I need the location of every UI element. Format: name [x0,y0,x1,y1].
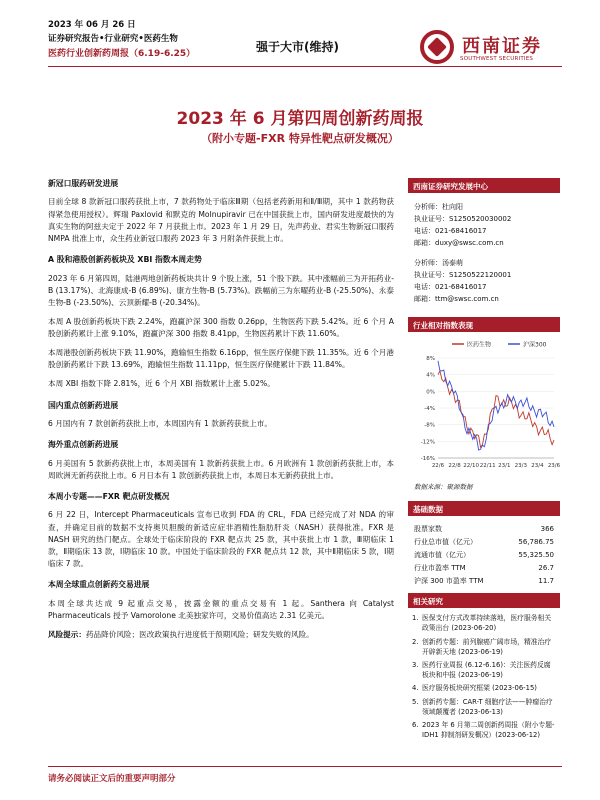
header-divider [48,66,562,67]
row-label: 流通市值（亿元） [414,550,470,559]
related-report-item[interactable] [412,637,556,657]
item-number: 2. [412,637,419,646]
row-value: 56,786.75 [518,537,554,546]
report-date: 2023 年 06 月 26 日 [48,20,136,30]
y-tick-label: 0% [426,389,435,396]
row-label: 行业市盈率 TTM [414,563,466,572]
index-chart-svg [408,332,560,480]
rating: 强于大市(维持) [256,40,339,54]
section-heading: 国内重点创新药进展 [48,400,119,410]
x-tick-label: 23/3 [514,463,528,470]
risk-label: 风险提示： [48,629,86,639]
row-value: 55,325.50 [518,550,554,559]
item-text: 医药行业周报 (6.12-6.16)：关注医药反腐板块和中报 (2023-06-19) [422,661,551,680]
legend-label: 医药生物 [467,341,492,349]
item-number: 3. [412,661,419,669]
analyst-cert: 执业证号：S1250520030002 [414,215,512,224]
section-paragraph: 目前全球 8 款新冠口服药获批上市，7 款药物处于临床Ⅲ期（包括老药新用和Ⅱ/Ⅲ期，其中 1 款药物获得紧急使用授权）。辉瑞 Paxlovid 和默克的 Molnupiravir 已在中国获批上市，国内研发进度最快的为真实生物的阿兹夫定于 2022 年 7 月获批上市。2023 年 1 月 29 日，先声药业、君实生物新冠口服药 NMPA 批准上市，众生药业新冠口服药 2023 年 3 月附条件获批上市。 [48,197,394,243]
y-tick-label: 8% [426,356,435,363]
section-heading: 本周全球重点创新药交易进展 [48,580,150,590]
index-chart [408,332,560,480]
table-row [408,535,560,548]
section-paragraph: 6 月 22 日，Intercept Pharmaceuticals 宣布已收到 FDA 的 CRL，FDA 已经完成了对 NDA 的审查，并确定目前的数据不支持奥贝胆酸的新适应症非酒精性脂肪肝炎（NASH）获得批准。FXR 是 NASH 研究的热门靶点。全球处于临床阶段的 FXR 靶点共 25 款，其中获批上市 1 款，Ⅲ期临床 1 款，Ⅱ期临床 13 款，Ⅰ期临床 10 款。中国处于临床阶段的 FXR 靶点共 12 款，其中Ⅱ期临床 5 款，Ⅰ期临床 7 款。 [48,510,394,569]
page-title: 2023 年 6 月第四周创新药周报 [176,109,424,129]
item-number: 1. [412,614,419,623]
section-paragraph: 本周 A 股创新药板块下跌 2.24%，跑赢沪深 300 指数 0.26pp，生物医药下跌 5.42%。近 6 个月 A 股创新药累计上涨 9.10%，跑赢沪深 300 指数 8.41pp，生物医药累计下跌 11.60%。 [48,316,394,339]
basic-data-title: 基础数据 [408,501,560,516]
section-heading: 本周小专题——FXR 靶点研发概况 [48,491,170,501]
table-row [408,561,560,574]
table-row [408,522,560,535]
item-number: 5. [412,697,419,706]
analyst-cert: 执业证号：S1250522120001 [414,271,512,280]
section-paragraph: 本周全球共达成 9 起重点交易，披露金额的重点交易有 1 起。Santhera 向 Catalyst Pharmaceuticals 授予 Vamorolone 北美独家许可，交易价值高达 2.31 亿美元。 [48,598,394,620]
section-paragraph: 本周 XBI 指数下降 2.81%，近 6 个月 XBI 指数累计上涨 5.02%。 [48,379,275,389]
logo-icon [420,30,454,64]
row-label: 股票家数 [414,524,442,533]
analyst-email[interactable]: 邮箱：duxy@swsc.com.cn [414,239,504,248]
footer-disclaimer: 请务必阅读正文后的重要声明部分 [48,774,176,784]
table-row [408,574,560,587]
section-paragraph: 6 月国内有 7 款创新药获批上市，本周国内有 1 款新药获批上市。 [48,419,272,429]
analyst-tel: 电话：021-68416017 [414,283,487,292]
related-report-item[interactable] [412,613,556,633]
item-text: 医疗服务板块研究框架 (2023-06-15) [422,684,537,693]
research-center-title: 西南证券研究发展中心 [408,178,560,193]
x-tick-label: 22/10 [463,463,480,470]
main-column [48,178,394,648]
y-tick-label: -12% [420,439,435,446]
series-line [438,371,554,447]
series-line [438,361,554,450]
row-label: 行业总市值（亿元） [414,537,477,546]
item-text: 2023 年 6 月第二周创新药周报（附小专题-IDH1 抑制剂研发概况）(2023-06-12) [422,720,555,740]
chart-title: 行业相对指数表现 [408,317,560,332]
logo-cn: 西南证券 [462,36,542,57]
basic-data-table [408,522,560,587]
x-tick-label: 22/11 [479,463,496,470]
risk-warning [48,629,394,641]
row-label: 沪深 300 市盈率 TTM [414,576,484,585]
table-row [408,548,560,561]
risk-text: 药品降价风险；医改政策执行进度低于预期风险；研发失败的风险。 [85,629,314,639]
x-tick-label: 23/6 [547,463,560,470]
company-logo [420,26,560,70]
item-text: 创新药专题：CAR-T 细胞疗法——肿瘤治疗领域颠覆者 (2023-06-13) [422,697,553,716]
x-tick-label: 23/4 [531,463,544,470]
section-paragraph: 6 月美国有 5 款新药获批上市，本周美国有 1 款新药获批上市。6 月欧洲有 1 款创新药获批上市，本周欧洲无新药获批上市。6 月日本有 1 款创新药获批上市，本周日本无新药获批上市。 [48,458,394,480]
report-type: 证券研究报告•行业研究•医药生物 [48,34,178,44]
row-value: 366 [540,524,554,533]
chart-source: 数据来源：聚源数据 [414,483,473,492]
item-text: 医保支付方式改革持续落地，医疗服务相关政策出台 (2023-06-20) [422,614,552,633]
analyst-info [408,193,560,305]
x-tick-label: 22/6 [431,463,445,470]
section-paragraph: 2023 年 6 月第四周，陆港两地创新药板块共计 9 个股上涨，51 个股下跌。其中涨幅前三为开拓药业-B (13.17%)、北海康成-B (6.89%)、康方生物-B (5.73%)。跌幅前三为东曜药业-B (-25.50%)、永泰生物-B (-23.50%)、云顶新耀-B (-20.34%)。 [48,273,394,307]
section-paragraph: 本周港股创新药板块下跌 11.90%，跑输恒生指数 6.16pp，恒生医疗保健下跌 11.35%。近 6 个月港股创新药累计下跌 13.69%，跑输恒生指数 11.11pp，恒生医疗保健累计下跌 11.84%。 [48,348,394,370]
section-heading: A 股和港股创新药板块及 XBI 指数本周走势 [48,255,202,265]
related-report-item[interactable] [412,660,556,680]
sidebar [408,178,560,743]
legend-label: 沪深300 [523,341,547,349]
analyst-name: 分析师：汤泰萌 [414,259,463,268]
footer-divider [48,766,562,767]
section-heading: 新冠口服药研发进展 [48,179,119,188]
analyst-name: 分析师：杜向阳 [414,203,463,211]
item-text: 创新药专题：前列腺癌广阔市场，精准治疗开辟新天地 (2023-06-19) [422,637,552,656]
y-tick-label: -4% [424,406,435,413]
logo-en: SOUTHWEST SECURITIES [460,56,534,62]
row-value: 26.7 [538,563,554,572]
analyst-tel: 电话：021-68416017 [414,227,487,236]
x-tick-label: 23/1 [498,463,511,470]
section-heading: 海外重点创新药进展 [48,440,119,450]
related-research-title: 相关研究 [408,593,560,608]
related-research-list [408,608,560,740]
row-value: 11.7 [538,576,554,585]
related-report-item[interactable] [412,683,556,693]
page-subtitle: （附小专题-FXR 特异性靶点研发概况） [201,132,399,145]
x-tick-label: 22/8 [448,463,461,470]
item-number: 4. [412,684,419,693]
item-number: 6. [412,720,419,729]
y-tick-label: 4% [426,372,435,379]
related-report-item[interactable] [412,697,556,717]
y-tick-label: -8% [424,422,435,429]
y-tick-label: -16% [420,456,435,463]
analyst-email[interactable]: 邮箱：ttm@swsc.com.cn [414,295,499,304]
related-report-item[interactable] [412,720,556,740]
report-category: 医药行业创新药周报（6.19-6.25） [48,49,196,59]
